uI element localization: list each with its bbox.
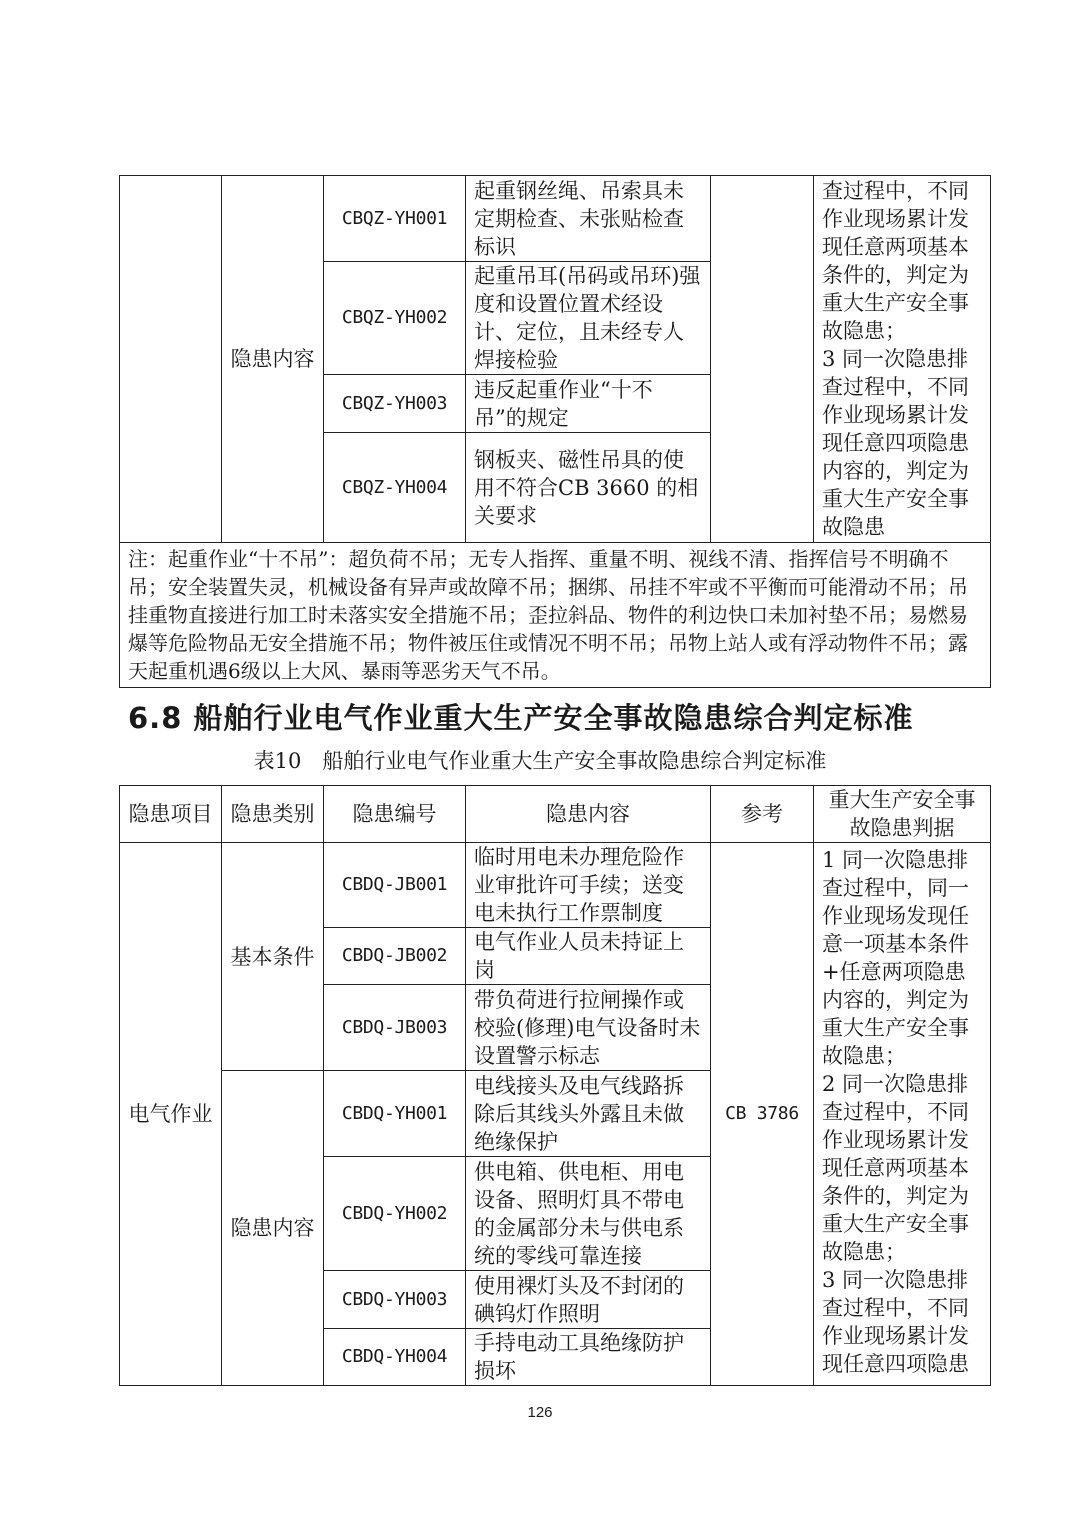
- basic-content: 电气作业人员未持证上岗: [466, 928, 711, 985]
- criteria-cell: 1 同一次隐患排查过程中，同一作业现场发现任意一项基本条件+任意两项隐患内容的，判定为重大生产安全事故隐患； 2 同一次隐患排查过程中，不同作业现场累计发现任意两项基本条件的，判定为重大生产安全事故隐患； 3 同一次隐患排查过程中，不同作业现场累计发现任意四项隐患: [814, 843, 991, 1386]
- hazard-code: CBDQ-YH001: [324, 1071, 466, 1157]
- hazard-content: 起重吊耳(吊码或吊环)强度和设置位置术经设计、定位，且未经专人焊接检验: [466, 262, 711, 375]
- hazard-content: 起重钢丝绳、吊索具未定期检查、未张贴检查标识: [466, 176, 711, 262]
- hazard-content: 电线接头及电气线路拆除后其线头外露且未做绝缘保护: [466, 1071, 711, 1157]
- electrical-hazard-table: [119, 785, 991, 1386]
- table-caption: 表10 船舶行业电气作业重大生产安全事故隐患综合判定标准: [253, 749, 827, 773]
- basic-code: CBDQ-JB002: [324, 928, 466, 985]
- hazard-content: 手持电动工具绝缘防护损坏: [466, 1329, 711, 1386]
- hazard-content: 违反起重作业“十不吊”的规定: [466, 375, 711, 433]
- hazard-code: CBDQ-YH002: [324, 1157, 466, 1271]
- basic-code: CBDQ-JB003: [324, 985, 466, 1071]
- hazard-code: CBDQ-YH004: [324, 1329, 466, 1386]
- basic-category-cell: 基本条件: [222, 843, 324, 1071]
- hazard-code: CBDQ-YH003: [324, 1271, 466, 1329]
- hazard-code: CBQZ-YH001: [324, 176, 466, 262]
- header-content: 隐患内容: [466, 786, 711, 843]
- item-cell: 电气作业: [120, 843, 222, 1386]
- hazard-content: 钢板夹、磁性吊具的使用不符合CB 3660 的相关要求: [466, 433, 711, 543]
- reference-cell: CB 3786: [711, 843, 814, 1386]
- header-category: 隐患类别: [222, 786, 324, 843]
- page-number: 126: [527, 1404, 553, 1421]
- section-heading: 6.8 船舶行业电气作业重大生产安全事故隐患综合判定标准: [128, 701, 914, 735]
- hoisting-hazard-table: [119, 175, 991, 688]
- table-row: [120, 843, 991, 928]
- basic-content: 带负荷进行拉闸操作或校验(修理)电气设备时未设置警示标志: [466, 985, 711, 1071]
- item-cell: [120, 176, 222, 543]
- basic-content: 临时用电未办理危险作业审批许可手续；送变电未执行工作票制度: [466, 843, 711, 928]
- note-text: 注：起重作业“十不吊”：超负荷不吊；无专人指挥、重量不明、视线不清、指挥信号不明确不吊；安全装置失灵，机械设备有异声或故障不吊；捆绑、吊挂不牢或不平衡而可能滑动不吊；吊挂重物直接进行加工时未落实安全措施不吊；歪拉斜品、物件的利边快口未加衬垫不吊；易燃易爆等危险物品无安全措施不吊；物件被压住或情况不明不吊；吊物上站人或有浮动物件不吊；露天起重机遇6级以上大风、暴雨等恶劣天气不吊。: [120, 543, 991, 688]
- reference-cell: [711, 176, 814, 543]
- header-reference: 参考: [711, 786, 814, 843]
- hazard-code: CBQZ-YH003: [324, 375, 466, 433]
- header-criteria: 重大生产安全事故隐患判据: [814, 786, 991, 843]
- header-item: 隐患项目: [120, 786, 222, 843]
- criteria-cell: 查过程中，不同作业现场累计发现任意两项基本条件的，判定为重大生产安全事故隐患； 3 同一次隐患排查过程中，不同作业现场累计发现任意四项隐患内容的，判定为重大生产安全事故隐患: [814, 176, 991, 543]
- header-row: [120, 786, 991, 843]
- basic-code: CBDQ-JB001: [324, 843, 466, 928]
- hazard-content: 供电箱、供电柜、用电设备、照明灯具不带电的金属部分未与供电系统的零线可靠连接: [466, 1157, 711, 1271]
- hazard-code: CBQZ-YH004: [324, 433, 466, 543]
- hazard-content: 使用裸灯头及不封闭的碘钨灯作照明: [466, 1271, 711, 1329]
- category-cell: 隐患内容: [222, 176, 324, 543]
- note-row: [120, 543, 991, 688]
- hazard-category-cell: 隐患内容: [222, 1071, 324, 1386]
- header-code: 隐患编号: [324, 786, 466, 843]
- table-row: [120, 176, 991, 262]
- hazard-code: CBQZ-YH002: [324, 262, 466, 375]
